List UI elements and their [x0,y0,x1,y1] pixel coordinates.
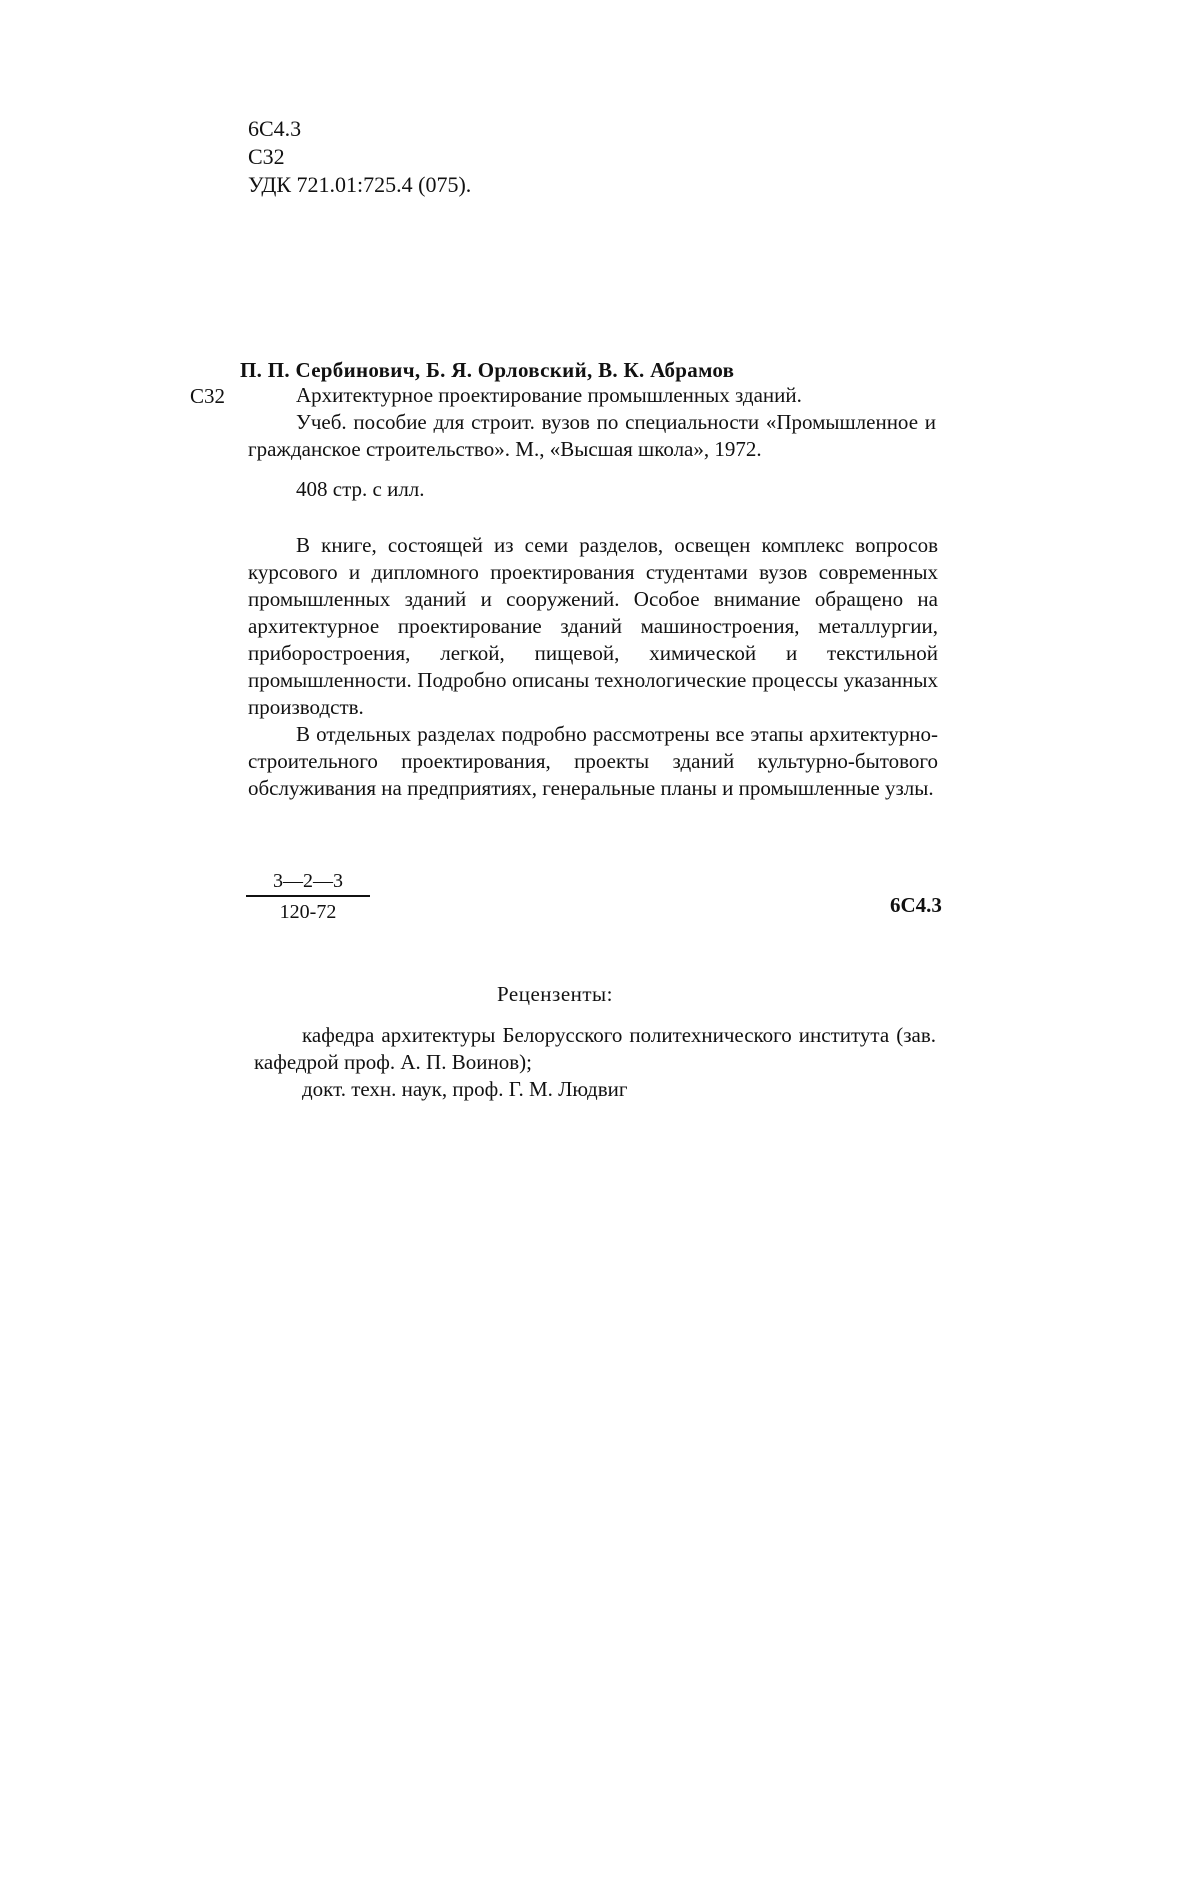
reviewers-list [254,1022,936,1103]
reviewer-1: кафедра архитектуры Белорусского политехнического института (зав. кафедрой проф. А. П. Воинов); [254,1023,936,1074]
abstract-paragraph-2: В отдельных разделах подробно рассмотрены все этапы архитектурно-строительного проектирования, проекты зданий культурно-бытового обслуживания на предприятиях, генеральные планы и промышленные узлы. [248,722,938,800]
abstract [248,532,938,802]
udk-code: УДК 721.01:725.4 (075). [248,172,472,197]
bbk-code: 6С4.3 [248,116,302,141]
author-mark-code: С32 [248,144,285,169]
authors: П. П. Сербинович, Б. Я. Орловский, В. К. Абрамов [240,358,735,382]
record-author-mark: С32 [190,384,226,408]
fraction-numerator: 3—2—3 [273,870,343,892]
reviewers-heading: Рецензенты: [497,982,613,1006]
publication-info: Учеб. пособие для строит. вузов по специальности «Промышленное и гражданское строительство». М., «Высшая школа», 1972. [248,410,936,461]
catalog-fraction [246,868,370,924]
classification-codes [248,115,471,199]
book-title: Архитектурное проектирование промышленных зданий. [296,383,802,407]
page-count: 408 стр. с илл. [296,477,425,501]
reviewer-2: докт. техн. наук, проф. Г. М. Людвиг [302,1077,628,1101]
bottom-bbk-code: 6С4.3 [890,893,942,917]
abstract-paragraph-1: В книге, состоящей из семи разделов, освещен комплекс вопросов курсового и дипломного проектирования студентами вузов современных промышленных зданий и сооружений. Особое внимание обращено на архитектурное проектирование зданий машиностроения, металлургии, приборостроения, легкой, пищевой, химической и текстильной промышленности. Подробно описаны технологические процессы указанных производств. [248,533,938,719]
fraction-bar [246,895,370,897]
bibliographic-record [248,382,936,463]
fraction-denominator: 120-72 [279,901,337,923]
